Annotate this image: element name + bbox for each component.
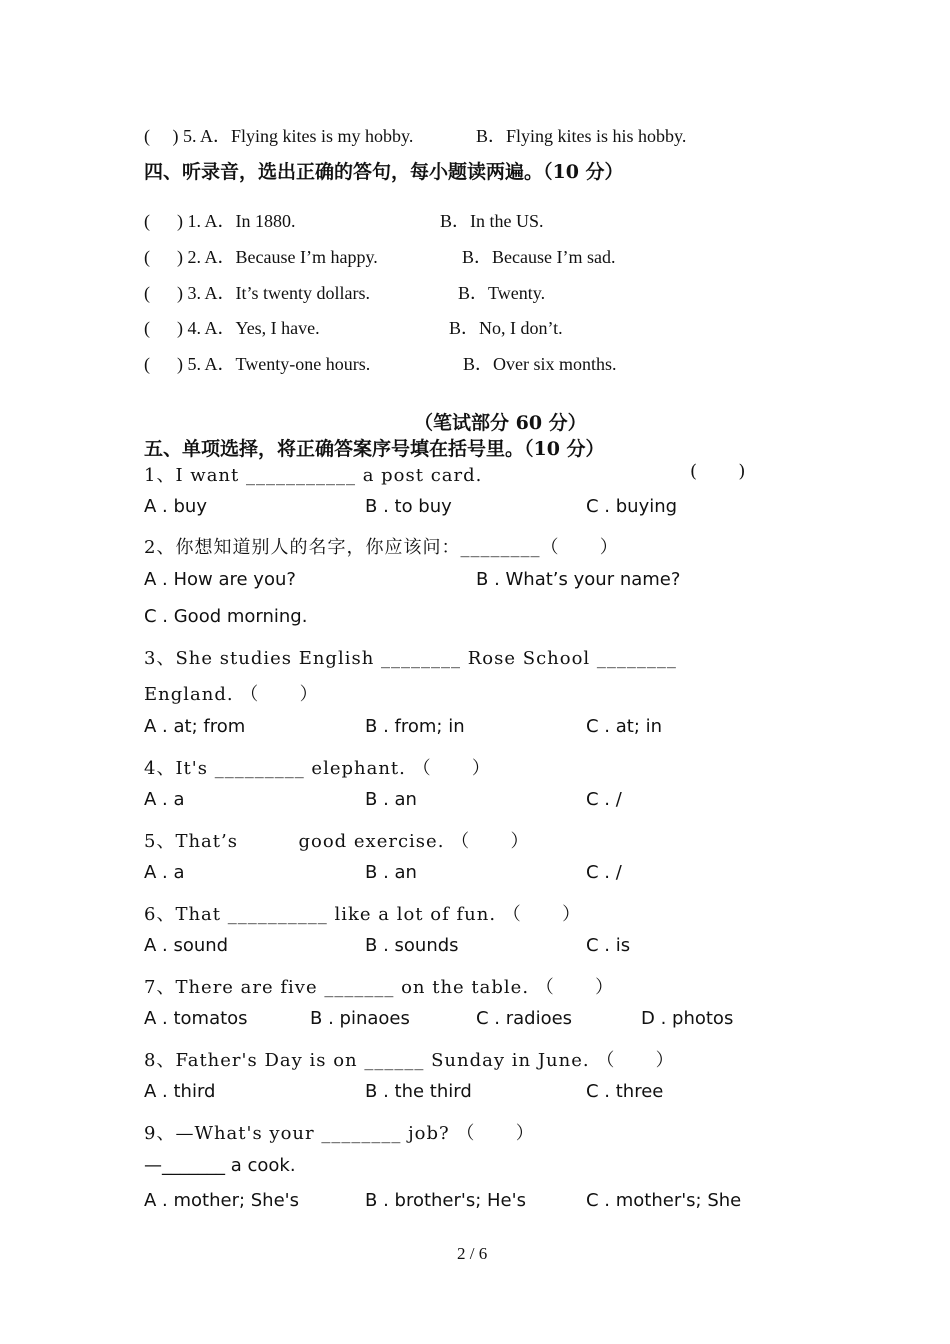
page-number: 2 / 6 — [457, 1244, 488, 1263]
q7-option-a: A . tomatos — [144, 1008, 248, 1029]
q3-option-b: B . from; in — [365, 716, 465, 737]
q9-option-a: A . mother; She's — [144, 1190, 299, 1211]
q4-option-a: A . a — [144, 789, 185, 810]
q3-option-a: A . at; from — [144, 716, 246, 737]
s4-q4-option-b: B．No, I don’t. — [449, 318, 563, 338]
s4-q1-option-b: B．In the US. — [440, 211, 544, 231]
q2-option-c: C . Good morning. — [144, 606, 308, 627]
q2-stem: 2、你想知道别人的名字，你应该问：________（ ） — [144, 537, 619, 558]
q3-option-c: C . at; in — [586, 716, 663, 737]
q5-option-a: A . a — [144, 862, 185, 883]
q1-option-b: B . to buy — [365, 496, 452, 517]
q7-stem: 7、There are five _______ on the table. （ ） — [144, 977, 615, 998]
s4-q4-option-a: ( ) 4. A．Yes, I have. — [144, 318, 320, 338]
q5-option-c: C . / — [586, 862, 622, 883]
q2-option-a: A . How are you? — [144, 569, 296, 590]
q3-stem: 3、She studies English ________ Rose School ________ — [144, 648, 677, 669]
prev-q5-option-b: B．Flying kites is his hobby. — [476, 126, 687, 146]
q1-option-c: C . buying — [586, 496, 678, 517]
q1-answer-paren: ( ) — [690, 461, 747, 482]
q5-option-b: B . an — [365, 862, 417, 883]
q9-dialogue-reply: —_______ a cook. — [144, 1155, 296, 1176]
s4-q3-option-a: ( ) 3. A．It’s twenty dollars. — [144, 283, 370, 303]
q7-option-b: B . pinaoes — [310, 1008, 410, 1029]
q9-stem: 9、—What's your ________ job? （ ） — [144, 1123, 535, 1144]
s4-q1-option-a: ( ) 1. A．In 1880. — [144, 211, 296, 231]
q1-stem: 1、I want ___________ a post card. — [144, 465, 483, 486]
q7-option-c: C . radioes — [476, 1008, 573, 1029]
q1-option-a: A . buy — [144, 496, 207, 517]
s4-q2-option-a: ( ) 2. A．Because I’m happy. — [144, 247, 378, 267]
q4-option-c: C . / — [586, 789, 622, 810]
s4-q2-option-b: B．Because I’m sad. — [462, 247, 616, 267]
q4-option-b: B . an — [365, 789, 417, 810]
section4-title: 四、听录音，选出正确的答句，每小题读两遍。（10 分） — [144, 161, 624, 183]
q8-option-b: B . the third — [365, 1081, 472, 1102]
q6-option-c: C . is — [586, 935, 631, 956]
written-part-heading: （笔试部分 60 分） — [414, 412, 587, 434]
q6-stem: 6、That __________ like a lot of fun. （ ） — [144, 904, 582, 925]
q8-stem: 8、Father's Day is on ______ Sunday in June. （ ） — [144, 1050, 675, 1071]
q7-option-d: D . photos — [641, 1008, 734, 1029]
q8-option-a: A . third — [144, 1081, 216, 1102]
s4-q3-option-b: B．Twenty. — [458, 283, 546, 303]
q8-option-c: C . three — [586, 1081, 664, 1102]
q9-option-c: C . mother's; She — [586, 1190, 742, 1211]
q2-option-b: B . What’s your name? — [476, 569, 681, 590]
q4-stem: 4、It's _________ elephant. （ ） — [144, 758, 491, 779]
q3-stem-continued: England. （ ） — [144, 684, 319, 705]
s4-q5-option-a: ( ) 5. A．Twenty-one hours. — [144, 354, 371, 374]
q6-option-a: A . sound — [144, 935, 229, 956]
q6-option-b: B . sounds — [365, 935, 459, 956]
section5-title: 五、单项选择，将正确答案序号填在括号里。（10 分） — [144, 438, 605, 460]
q5-stem: 5、That’s good exercise. （ ） — [144, 831, 530, 852]
prev-q5-option-a: ( ) 5. A．Flying kites is my hobby. — [144, 126, 414, 146]
q9-option-b: B . brother's; He's — [365, 1190, 526, 1211]
s4-q5-option-b: B．Over six months. — [463, 354, 617, 374]
